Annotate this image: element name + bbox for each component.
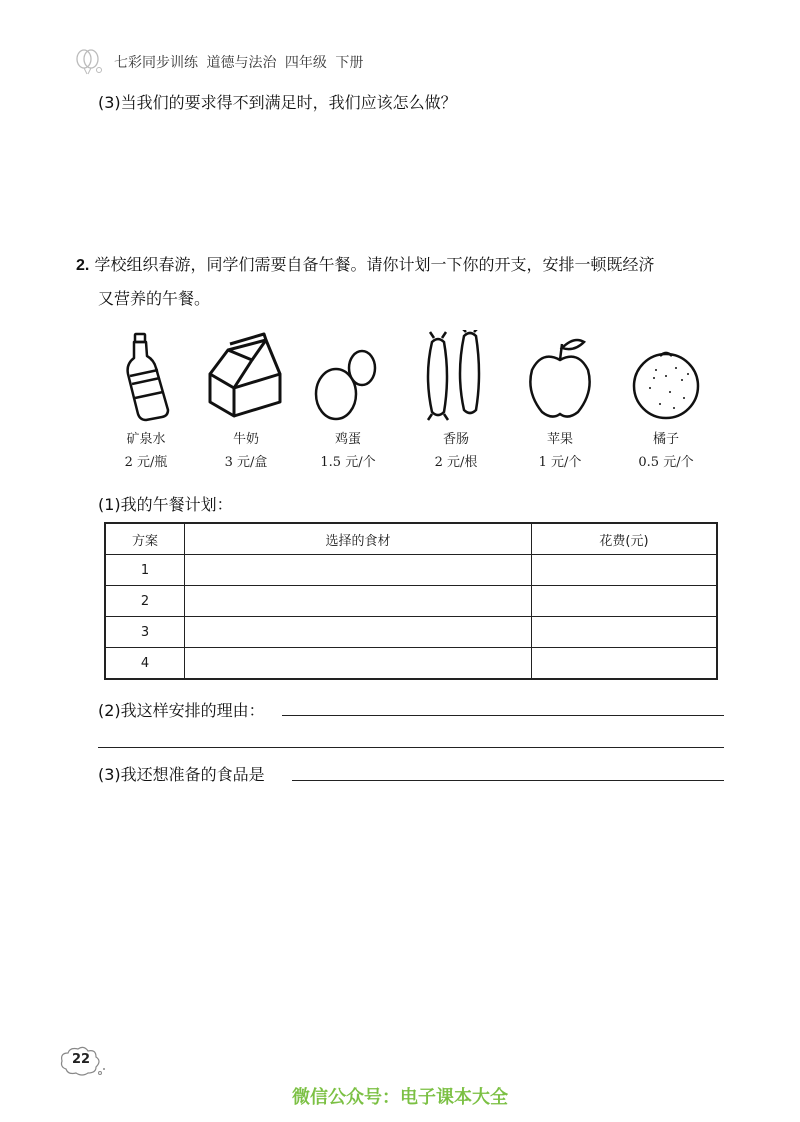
apple-icon [522,330,598,422]
food-name: 矿泉水 [126,432,166,447]
cost-cell[interactable] [532,555,718,586]
cost-cell[interactable] [532,617,718,648]
question-2-line-1 [76,252,654,275]
page-number: 22 [71,1052,91,1067]
plan-number: 1 [105,555,185,586]
food-price: 1.5 元/个 [320,455,376,470]
food-price: 3 元/盒 [224,455,268,470]
cost-cell[interactable] [532,586,718,617]
plan-number: 3 [105,617,185,648]
part-2-label: (2)我这样安排的理由： [98,701,265,720]
food-sausage [396,330,516,470]
lunch-plan-table [104,522,718,680]
question-2-text-1: 学校组织春游，同学们需要自备午餐。请你计划一下你的开支，安排一顿既经济 [94,255,655,274]
water-bottle-icon [116,330,176,422]
column-header: 方案 [105,523,185,555]
ingredients-cell[interactable] [185,648,532,680]
food-price: 0.5 元/个 [638,455,694,470]
orange-icon [626,330,706,422]
answer-line[interactable] [98,747,724,748]
cost-cell[interactable] [532,648,718,680]
food-name: 鸡蛋 [334,432,361,447]
column-header: 花费(元) [532,523,718,555]
ingredients-cell[interactable] [185,555,532,586]
part-1-label: (1)我的午餐计划： [98,495,233,514]
food-name: 牛奶 [232,432,259,447]
header-subject: 道德与法治 [206,55,277,71]
food-apple [500,330,620,470]
question-2-number: 2. [76,257,90,274]
food-price: 2 元/瓶 [124,455,168,470]
table-row [105,648,717,680]
table-row [105,617,717,648]
food-price: 2 元/根 [434,455,478,470]
plan-number: 2 [105,586,185,617]
answer-line[interactable] [282,715,724,716]
answer-line[interactable] [292,780,724,781]
part-3-label: (3)我还想准备的食品是 [98,765,265,784]
balloon-logo-icon [74,48,104,80]
header-grade: 四年级 [284,55,327,71]
header-series: 七彩同步训练 [114,55,198,71]
question-1-part-3: (3)当我们的要求得不到满足时，我们应该怎么做？ [98,93,457,112]
food-price: 1 元/个 [538,455,582,470]
ingredients-cell[interactable] [185,617,532,648]
table-row [105,555,717,586]
food-name: 苹果 [546,432,573,447]
header-volume: 下册 [335,55,364,71]
table-header-row [105,523,717,555]
table-row [105,586,717,617]
page-header [114,52,363,72]
milk-carton-icon [204,330,288,422]
question-2-line-2: 又营养的午餐。 [98,289,211,308]
food-egg [288,330,408,470]
footer-watermark: 微信公众号：电子课本大全 [292,1087,508,1108]
column-header: 选择的食材 [185,523,532,555]
food-name: 橘子 [652,432,679,447]
food-orange [606,330,726,470]
plan-number: 4 [105,648,185,680]
food-name: 香肠 [442,432,469,447]
sausage-icon [418,330,494,422]
ingredients-cell[interactable] [185,586,532,617]
eggs-icon [306,330,390,422]
